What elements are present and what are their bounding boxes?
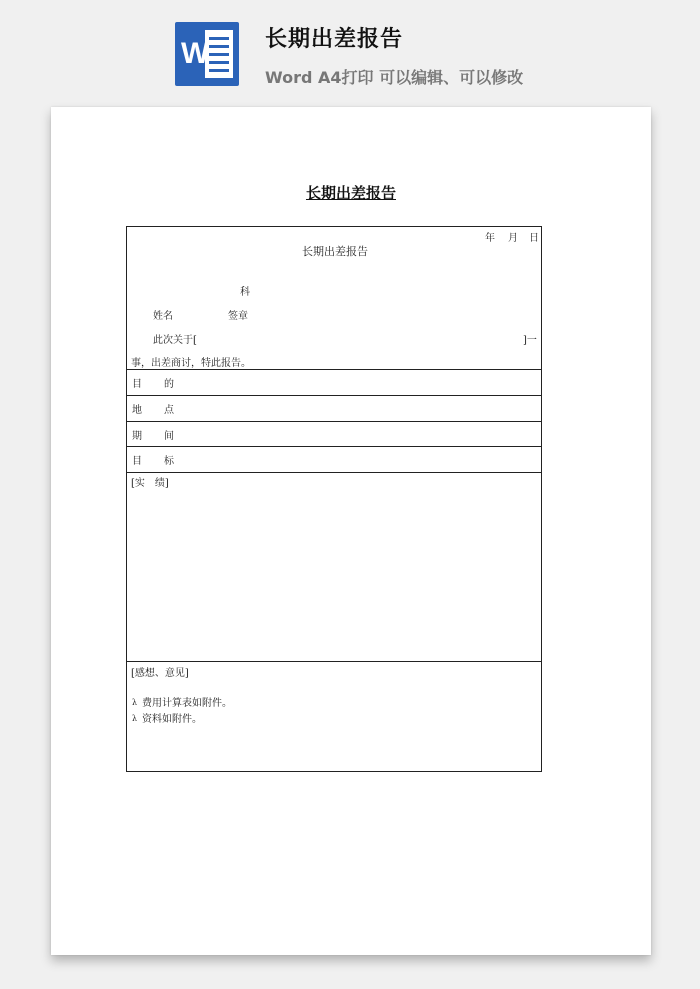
report-form: [126, 226, 542, 772]
row-divider: [127, 395, 541, 396]
row-divider: [127, 369, 541, 370]
word-icon-line: [209, 53, 229, 56]
word-icon-line: [209, 61, 229, 64]
word-icon-line: [209, 69, 229, 72]
date-year: 年: [485, 233, 495, 244]
goal-label-2: 标: [164, 456, 174, 467]
thoughts-label: [感想、意见]: [131, 668, 189, 679]
attachment-bullet: λ: [132, 714, 138, 723]
word-icon-letter: W: [181, 37, 210, 70]
page-title: 长期出差报告: [265, 27, 404, 52]
row-divider: [127, 421, 541, 422]
header: [0, 0, 700, 100]
word-icon-line: [209, 37, 229, 40]
seal-label: 签章: [228, 311, 248, 322]
purpose-label-2: 的: [164, 379, 174, 390]
period-label-2: 间: [164, 431, 174, 442]
date-month: 月: [508, 233, 518, 244]
period-label-1: 期: [132, 431, 142, 442]
form-heading: 长期出差报告: [302, 245, 368, 258]
date-day: 日: [529, 233, 539, 244]
row-divider: [127, 472, 541, 473]
attachment-item-1: 费用计算表如附件。: [142, 698, 232, 709]
about-line2: 事，出差商讨，特此报告。: [131, 358, 251, 369]
word-icon-line: [209, 45, 229, 48]
about-suffix: ]一: [523, 335, 537, 346]
results-label: [实 绩]: [131, 478, 169, 489]
name-label: 姓名: [153, 311, 173, 322]
page-subtitle: Word A4打印 可以编辑、可以修改: [265, 68, 524, 87]
purpose-label-1: 目: [132, 379, 142, 390]
word-icon: [175, 22, 239, 86]
attachment-item-2: 资料如附件。: [142, 714, 202, 725]
about-prefix: 此次关于[: [153, 335, 197, 346]
place-label-2: 点: [164, 405, 174, 416]
row-divider: [127, 661, 541, 662]
place-label-1: 地: [132, 405, 142, 416]
row-divider: [127, 446, 541, 447]
goal-label-1: 目: [132, 456, 142, 467]
document-title: 长期出差报告: [305, 184, 396, 202]
attachment-bullet: λ: [132, 698, 138, 707]
document-page: [51, 107, 651, 955]
dept-label: 科: [240, 287, 250, 298]
